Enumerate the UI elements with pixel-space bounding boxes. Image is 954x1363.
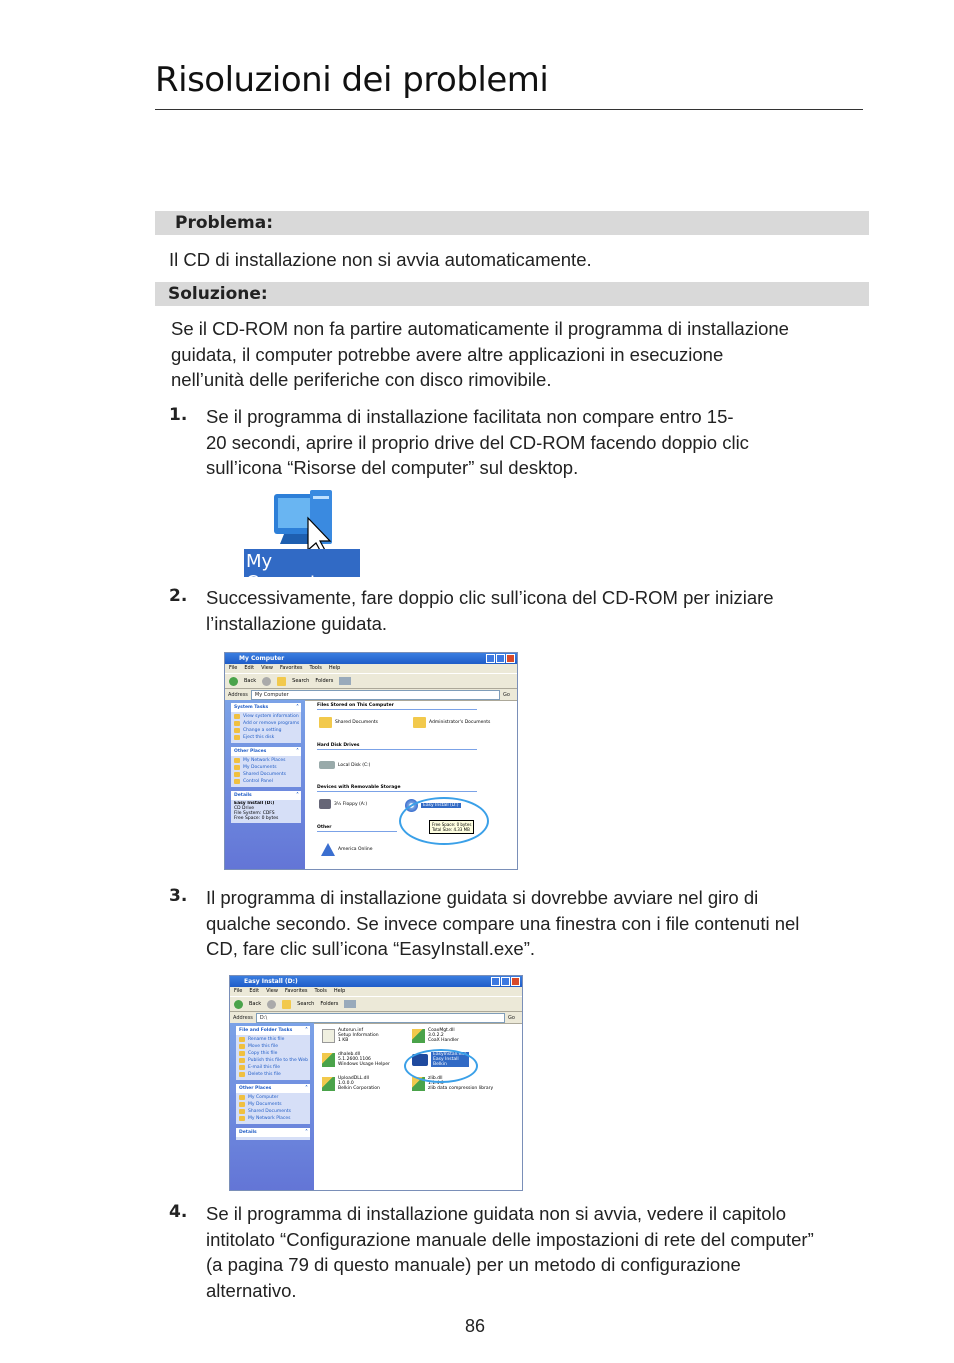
intro-line: nell’unità delle periferiche con disco rimovibile. bbox=[171, 369, 552, 390]
file-label: Easy Install (D:) bbox=[423, 803, 459, 808]
back-icon[interactable] bbox=[229, 677, 238, 686]
step-line: CD, fare clic sull’icona “EasyInstall.exe”. bbox=[206, 938, 535, 959]
window-title: My Computer bbox=[239, 655, 285, 662]
task-pane bbox=[230, 1023, 314, 1191]
minimize-button[interactable] bbox=[491, 977, 500, 986]
maximize-button[interactable] bbox=[496, 654, 505, 663]
details-header[interactable]: Details ˄ bbox=[236, 1128, 310, 1138]
file-name: UploadDLL.dll bbox=[338, 1076, 370, 1081]
dll-file-icon bbox=[322, 1053, 335, 1067]
step-text bbox=[206, 585, 774, 636]
file-size: 1 KB bbox=[338, 1038, 349, 1043]
group-header: Devices with Removable Storage bbox=[317, 785, 477, 792]
file-item[interactable] bbox=[413, 717, 490, 728]
details-header[interactable]: Details ˄ bbox=[231, 791, 301, 801]
folders-button[interactable]: Folders bbox=[320, 1001, 339, 1007]
menu-favorites[interactable]: Favorites bbox=[279, 665, 303, 671]
config-file-icon bbox=[322, 1029, 335, 1043]
title-rule bbox=[155, 109, 863, 110]
hard-disk-icon bbox=[319, 761, 335, 769]
intro-line: Se il CD-ROM non fa partire automaticamente il programma di installazione bbox=[171, 318, 789, 339]
place-item[interactable]: My Network Places bbox=[231, 757, 301, 764]
step-number: 2. bbox=[169, 586, 188, 606]
file-name: zlib.dll bbox=[428, 1076, 443, 1081]
step-line: sull’icona “Risorse del computer” sul desktop. bbox=[206, 457, 579, 478]
problem-text: Il CD di installazione non si avvia automaticamente. bbox=[169, 249, 592, 270]
details-item: Free Space: 0 bytes bbox=[234, 816, 279, 821]
tooltip-line: Total Size: 4.33 MB bbox=[432, 827, 470, 832]
floppy-icon bbox=[319, 799, 331, 809]
task-item[interactable]: Delete this file bbox=[236, 1071, 310, 1078]
forward-icon[interactable] bbox=[267, 1000, 276, 1009]
menu-tools[interactable]: Tools bbox=[314, 988, 327, 994]
step-text bbox=[206, 885, 799, 962]
task-item[interactable]: E-mail this file bbox=[236, 1064, 310, 1071]
page-number: 86 bbox=[465, 1316, 486, 1336]
step-number: 3. bbox=[169, 886, 188, 906]
details-box bbox=[236, 1128, 310, 1140]
file-label: Administrator's Documents bbox=[429, 720, 491, 725]
task-item[interactable]: Eject this disk bbox=[231, 734, 301, 741]
solution-intro bbox=[171, 316, 789, 393]
back-button[interactable]: Back bbox=[244, 678, 257, 684]
folder-icon bbox=[319, 717, 332, 728]
my-computer-icon bbox=[244, 488, 362, 593]
file-item[interactable] bbox=[412, 1028, 459, 1043]
task-item[interactable]: Publish this file to the Web bbox=[236, 1057, 310, 1064]
file-item[interactable] bbox=[321, 843, 373, 856]
file-size: CoaX Handler bbox=[428, 1038, 459, 1043]
file-label: Shared Documents bbox=[335, 720, 378, 725]
address-label: Address bbox=[228, 691, 248, 698]
highlight-circle bbox=[404, 1049, 478, 1083]
menu-help[interactable]: Help bbox=[333, 988, 346, 994]
group-header: Files Stored on This Computer bbox=[317, 703, 477, 710]
toolbar bbox=[225, 673, 517, 689]
other-places-box bbox=[236, 1084, 310, 1124]
task-item[interactable]: View system information bbox=[231, 713, 301, 720]
menu-bar bbox=[230, 987, 522, 996]
views-icon[interactable] bbox=[339, 677, 351, 685]
place-item[interactable]: My Documents bbox=[231, 764, 301, 771]
menu-view[interactable]: View bbox=[261, 665, 273, 671]
file-area bbox=[322, 1026, 518, 1186]
step-number: 1. bbox=[169, 405, 188, 425]
file-label: 3½ Floppy (A:) bbox=[334, 801, 368, 807]
file-item[interactable] bbox=[322, 1052, 390, 1067]
menu-edit[interactable]: Edit bbox=[244, 665, 255, 671]
toolbar bbox=[230, 996, 522, 1012]
intro-line: guidata, il computer potrebbe avere altre applicazioni in esecuzione bbox=[171, 343, 724, 365]
file-name: EasyInstall.exe bbox=[433, 1052, 467, 1057]
file-item[interactable] bbox=[319, 799, 367, 809]
file-size: Windows Usage Helper bbox=[338, 1062, 390, 1067]
file-item[interactable] bbox=[322, 1028, 379, 1043]
file-label: America Online bbox=[338, 847, 373, 852]
window-title: Easy Install (D:) bbox=[244, 978, 298, 985]
file-desc: 3.0.2.2 bbox=[428, 1033, 444, 1038]
step-line: Il programma di installazione guidata si dovrebbe avviare nel giro di bbox=[206, 887, 759, 908]
menu-help[interactable]: Help bbox=[328, 665, 341, 671]
file-name: CoaxMgt.dll bbox=[428, 1028, 455, 1033]
search-button[interactable]: Search bbox=[292, 678, 310, 684]
other-places-header[interactable]: Other Places ˄ bbox=[231, 747, 301, 757]
views-icon[interactable] bbox=[344, 1000, 356, 1008]
file-desc: Setup Information bbox=[338, 1033, 379, 1038]
close-button[interactable] bbox=[511, 977, 520, 986]
solution-label: Soluzione: bbox=[168, 284, 268, 304]
window-titlebar bbox=[230, 976, 522, 987]
step-line: Se il programma di installazione facilitata non compare entro 15- bbox=[206, 406, 734, 427]
other-places-header[interactable]: Other Places ˄ bbox=[236, 1084, 310, 1094]
file-desc: Easy Install bbox=[433, 1057, 459, 1062]
file-label: Local Disk (C:) bbox=[338, 762, 371, 768]
file-tasks-header[interactable]: File and Folder Tasks ˄ bbox=[236, 1026, 310, 1036]
details-item: CD Drive bbox=[234, 806, 255, 811]
other-places-box bbox=[231, 747, 301, 787]
step-text bbox=[206, 404, 749, 481]
place-item[interactable]: Shared Documents bbox=[231, 771, 301, 778]
step-number: 4. bbox=[169, 1202, 188, 1222]
task-item[interactable]: Add or remove programs bbox=[231, 720, 301, 727]
file-size: Belkin bbox=[433, 1062, 447, 1067]
place-item[interactable]: My Computer bbox=[236, 1094, 310, 1101]
address-input[interactable]: My Computer bbox=[251, 690, 500, 700]
folder-icon bbox=[413, 717, 426, 728]
page-title: Risoluzioni dei problemi bbox=[155, 60, 549, 100]
search-button[interactable]: Search bbox=[297, 1001, 315, 1007]
back-button[interactable]: Back bbox=[249, 1001, 262, 1007]
place-item[interactable]: Control Panel bbox=[231, 778, 301, 785]
menu-view[interactable]: View bbox=[266, 988, 278, 994]
address-input[interactable]: D:\ bbox=[256, 1013, 505, 1023]
menu-tools[interactable]: Tools bbox=[309, 665, 322, 671]
task-item[interactable]: Rename this file bbox=[236, 1036, 310, 1043]
system-tasks-header[interactable]: System Tasks ˄ bbox=[231, 703, 301, 713]
problem-header bbox=[155, 211, 869, 235]
menu-favorites[interactable]: Favorites bbox=[284, 988, 308, 994]
tooltip-line: Free Space: 0 bytes bbox=[432, 822, 472, 827]
my-computer-label: My Computer bbox=[246, 551, 336, 593]
file-size: zlib data compression library bbox=[428, 1086, 494, 1091]
step-line: l’installazione guidata. bbox=[206, 612, 388, 634]
system-tasks-box bbox=[231, 703, 301, 743]
my-computer-window bbox=[224, 652, 518, 870]
step-line: alternativo. bbox=[206, 1279, 297, 1301]
file-desc: 1.0.0.0 bbox=[338, 1081, 354, 1086]
menu-file[interactable]: File bbox=[234, 988, 243, 994]
step-line: (a pagina 79 di questo manuale) per un metodo di configurazione bbox=[206, 1254, 741, 1275]
window-titlebar bbox=[225, 653, 517, 664]
highlight-circle bbox=[399, 797, 489, 845]
file-name: dhaleb.dll bbox=[338, 1052, 361, 1057]
file-desc: 1.1.4.0 bbox=[428, 1081, 444, 1086]
aol-icon bbox=[321, 843, 335, 856]
task-item[interactable]: Move this file bbox=[236, 1043, 310, 1050]
menu-edit[interactable]: Edit bbox=[249, 988, 260, 994]
step-line: qualche secondo. Se invece compare una finestra con i file contenuti nel bbox=[206, 912, 800, 934]
file-item[interactable] bbox=[319, 717, 378, 728]
step-text bbox=[206, 1201, 814, 1303]
up-folder-icon[interactable] bbox=[282, 1000, 291, 1009]
details-item: Easy Install (D:) bbox=[234, 801, 275, 806]
step-line: Se il programma di installazione guidata non si avvia, vedere il capitolo bbox=[206, 1203, 786, 1224]
details-item: File System: CDFS bbox=[234, 811, 275, 816]
step-line: intitolato “Configurazione manuale delle impostazioni di rete del computer” bbox=[206, 1228, 814, 1250]
menu-bar bbox=[225, 664, 517, 673]
group-header: Hard Disk Drives bbox=[317, 743, 477, 750]
step-line: Successivamente, fare doppio clic sull’icona del CD-ROM per iniziare bbox=[206, 587, 774, 608]
file-item[interactable] bbox=[319, 761, 370, 769]
file-name: Autorun.inf bbox=[338, 1028, 364, 1033]
step-line: 20 secondi, aprire il proprio drive del CD-ROM facendo doppio clic bbox=[206, 431, 749, 453]
file-tasks-box bbox=[236, 1026, 310, 1080]
easy-install-window bbox=[229, 975, 523, 1191]
details-box bbox=[231, 791, 301, 823]
forward-icon[interactable] bbox=[262, 677, 271, 686]
solution-header bbox=[155, 282, 869, 306]
task-item[interactable]: Copy this file bbox=[236, 1050, 310, 1057]
up-folder-icon[interactable] bbox=[277, 677, 286, 686]
file-area bbox=[317, 703, 513, 867]
close-button[interactable] bbox=[506, 654, 515, 663]
place-item[interactable]: My Network Places bbox=[236, 1115, 310, 1122]
file-size: Belkin Corporation bbox=[338, 1086, 380, 1091]
back-icon[interactable] bbox=[234, 1000, 243, 1009]
file-desc: 5.1.2600.1106 bbox=[338, 1057, 371, 1062]
place-item[interactable]: Shared Documents bbox=[236, 1108, 310, 1115]
task-item[interactable]: Change a setting bbox=[231, 727, 301, 734]
maximize-button[interactable] bbox=[501, 977, 510, 986]
group-header: Other bbox=[317, 825, 397, 832]
task-pane bbox=[225, 700, 305, 870]
address-label: Address bbox=[233, 1014, 253, 1021]
go-button[interactable]: Go bbox=[503, 691, 510, 698]
go-button[interactable]: Go bbox=[508, 1014, 515, 1021]
minimize-button[interactable] bbox=[486, 654, 495, 663]
dll-file-icon bbox=[322, 1077, 335, 1091]
folders-button[interactable]: Folders bbox=[315, 678, 334, 684]
dll-file-icon bbox=[412, 1029, 425, 1043]
problem-label: Problema: bbox=[175, 213, 274, 233]
file-item[interactable] bbox=[322, 1076, 380, 1091]
menu-file[interactable]: File bbox=[229, 665, 238, 671]
place-item[interactable]: My Documents bbox=[236, 1101, 310, 1108]
